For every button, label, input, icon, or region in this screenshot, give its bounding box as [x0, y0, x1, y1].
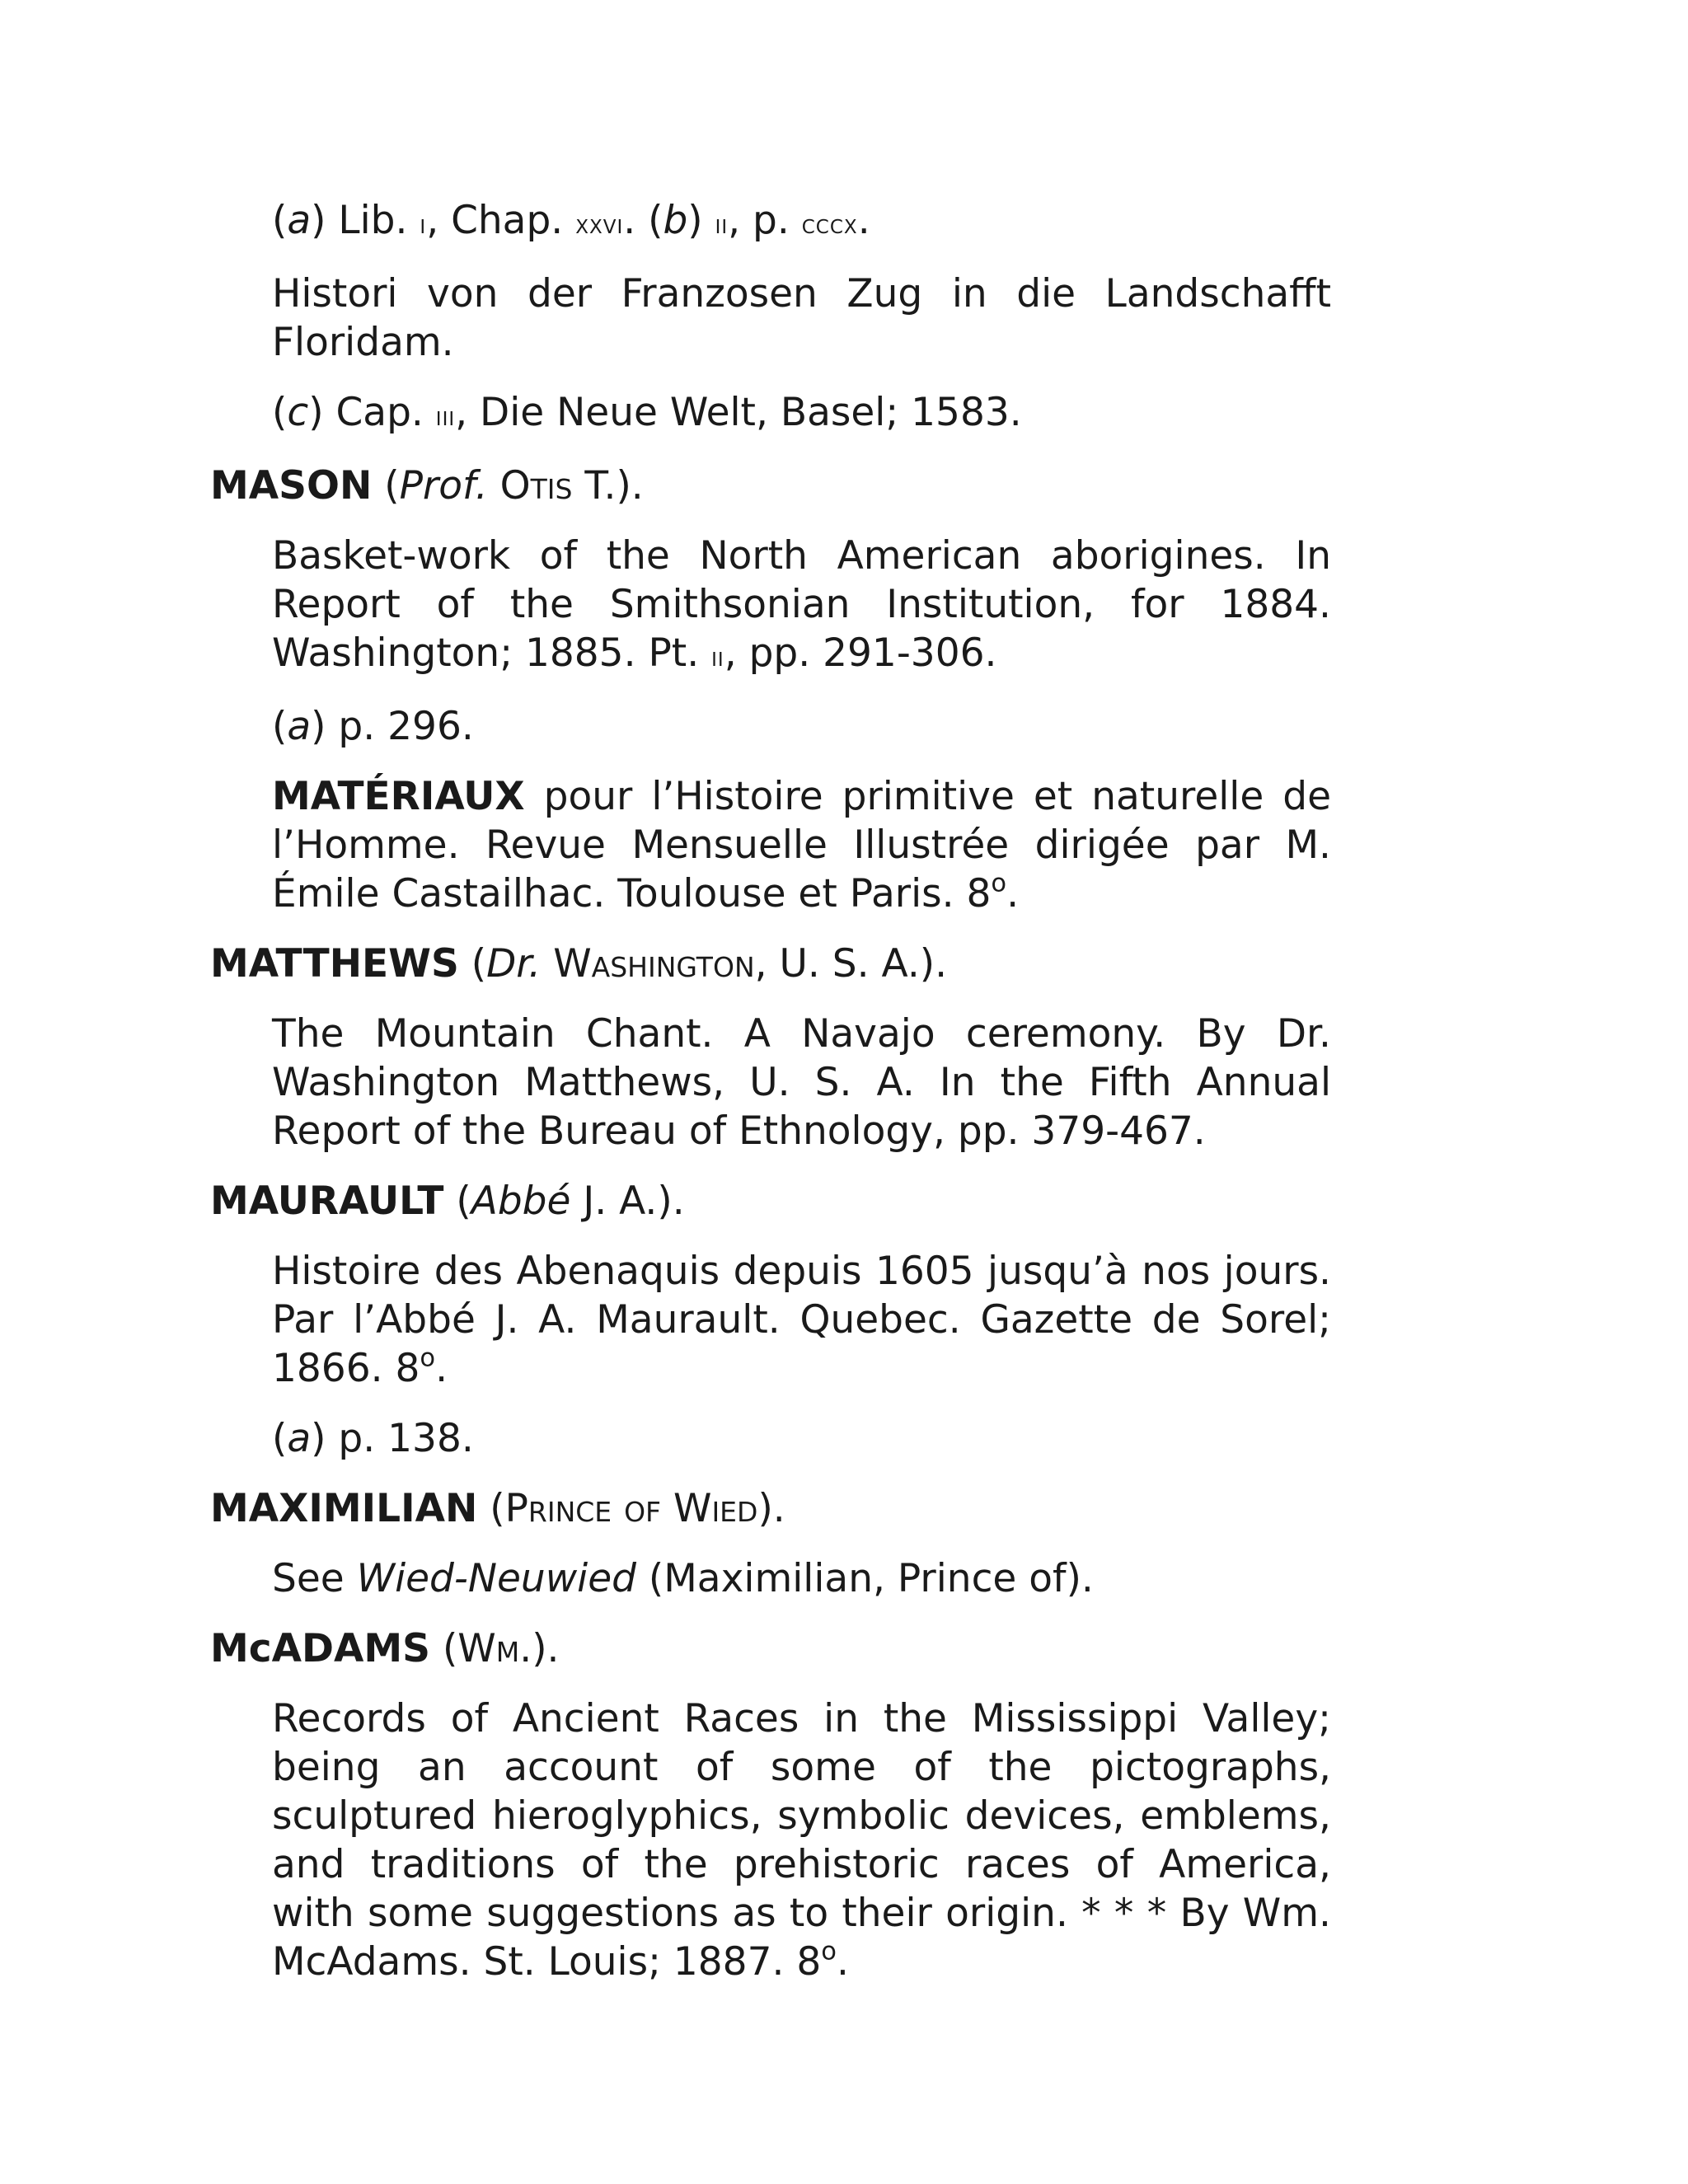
author-heading-matthews: MATTHEWS (Dr. Washington, U. S. A.). [210, 941, 948, 987]
reference-line: (a) p. 138. [272, 1416, 474, 1461]
reference-line: (c) Cap. iii, Die Neue Welt, Basel; 1583. [272, 390, 1022, 435]
author-heading-maurault: MAURAULT (Abbé J. A.). [210, 1179, 685, 1224]
periodical-entry: MATÉRIAUX pour l’Histoire primitive et naturelle de l’Homme. Revue Mensuelle Illustrée dirigée par M. Émile Castailhac. Toulouse et Paris. 8$^o$. [272, 774, 1331, 916]
reference-line: (a) Lib. i, Chap. xxvi. (b) ii, p. cccx. [272, 198, 870, 243]
work-description: Basket-work of the North American aborigines. In Report of the Smithsonian Institution, for 1884. Washington; 1885. Pt. ii, pp. 291-306. [272, 533, 1331, 676]
author-heading-maximilian: MAXIMILIAN (Prince of Wied). [210, 1486, 785, 1531]
author-heading-mason: MASON (Prof. Otis T.). [210, 463, 644, 509]
work-description: The Mountain Chant. A Navajo ceremony. By Dr. Washington Matthews, U. S. A. In the Fifth Annual Report of the Bureau of Ethnology, pp. 379-467. [272, 1011, 1331, 1154]
work-description: Records of Ancient Races in the Mississippi Valley; being an account of some of the pictographs, sculptured hieroglyphics, symbolic devices, emblems, and traditions of the prehistoric races of America, with some suggestions as to their origin. * * * By Wm. McAdams. St. Louis; 1887. 8$^o$. [272, 1696, 1331, 1985]
author-heading-mcadams: McADAMS (Wm.). [210, 1626, 560, 1671]
work-description: Histoire des Abenaquis depuis 1605 jusqu’à nos jours. Par l’Abbé J. A. Maurault. Quebec. Gazette de Sorel; 1866. 8$^o$. [272, 1249, 1331, 1391]
work-title: Histori von der Franzosen Zug in die Landschafft Floridam. [272, 271, 1331, 365]
cross-reference: See Wied-Neuwied (Maximilian, Prince of). [272, 1556, 1094, 1601]
reference-line: (a) p. 296. [272, 704, 474, 749]
bibliography-content [210, 196, 1331, 2008]
